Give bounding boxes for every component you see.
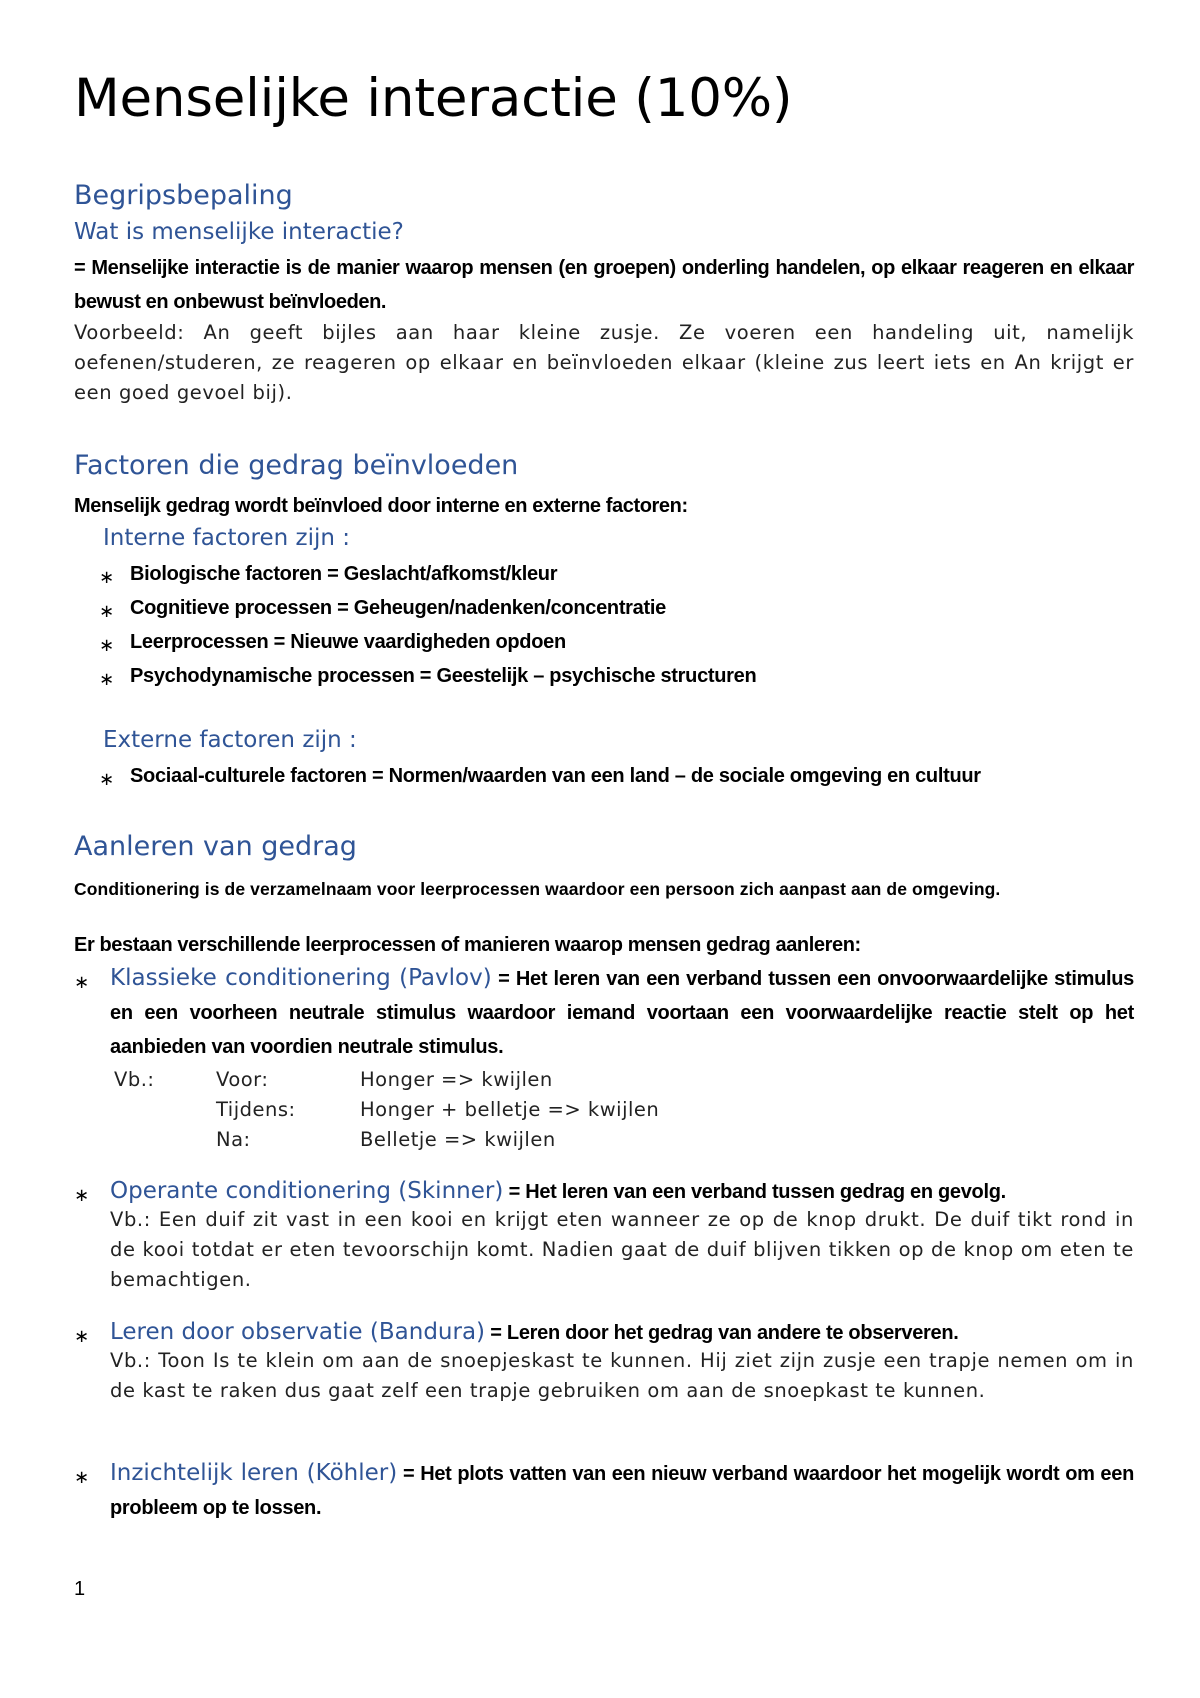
bullet-icon: ∗ <box>74 972 90 993</box>
subheading-interne: Interne factoren zijn : <box>103 525 351 551</box>
item-name: Operante conditionering (Skinner) <box>110 1178 504 1204</box>
example-value: Honger + belletje => kwijlen <box>360 1098 660 1121</box>
list-item: Cognitieve processen = Geheugen/nadenken/concentratie <box>130 597 666 619</box>
bullet-icon: ∗ <box>99 567 115 588</box>
bullet-icon: ∗ <box>74 1326 90 1347</box>
example-phase: Tijdens: <box>216 1098 296 1121</box>
list-item: Leerprocessen = Nieuwe vaardigheden opdoen <box>130 631 566 653</box>
example-value: Honger => kwijlen <box>360 1068 553 1091</box>
subheading-externe: Externe factoren zijn : <box>103 727 357 753</box>
example-label: Vb.: <box>114 1068 155 1091</box>
pavlov-example <box>114 1065 659 1155</box>
item-name: Inzichtelijk leren (Köhler) <box>110 1460 398 1486</box>
list-item: Sociaal-culturele factoren = Normen/waarden van een land – de sociale omgeving en cultuur <box>130 765 981 787</box>
bullet-icon: ∗ <box>74 1185 90 1206</box>
list-item-bandura <box>110 1315 1134 1350</box>
subheading-wat-is: Wat is menselijke interactie? <box>74 219 404 245</box>
bullet-icon: ∗ <box>99 635 115 656</box>
item-text: = Het leren van een verband tussen gedrag en gevolg. <box>503 1181 1006 1203</box>
list-item-pavlov <box>110 961 1134 1064</box>
bullet-icon: ∗ <box>99 601 115 622</box>
item-name: Leren door observatie (Bandura) <box>110 1319 486 1345</box>
bandura-example: Vb.: Toon Is te klein om aan de snoepjeskast te kunnen. Hij ziet zijn zusje een trapje nemen om in de kast te raken dus gaat zelf een trapje gebruiken om aan de snoepkast te kunnen. <box>110 1349 1134 1402</box>
example-phase: Na: <box>216 1128 251 1151</box>
page-number: 1 <box>74 1578 86 1600</box>
list-item: Psychodynamische processen = Geestelijk – psychische structuren <box>130 665 757 687</box>
list-item-kohler <box>110 1456 1134 1525</box>
example-value: Belletje => kwijlen <box>360 1128 556 1151</box>
bullet-icon: ∗ <box>99 769 115 790</box>
factoren-intro: Menselijk gedrag wordt beïnvloed door interne en externe factoren: <box>74 495 688 517</box>
example-phase: Voor: <box>216 1068 269 1091</box>
item-text: = Het plots vatten van een nieuw verband waardoor het mogelijk wordt om een probleem op te lossen. <box>110 1463 1134 1519</box>
item-text: = Leren door het gedrag van andere te observeren. <box>485 1322 959 1344</box>
page-title: Menselijke interactie (10%) <box>74 68 793 129</box>
list-item-skinner <box>110 1174 1134 1209</box>
heading-aanleren: Aanleren van gedrag <box>74 831 357 862</box>
heading-factoren: Factoren die gedrag beïnvloeden <box>74 450 519 481</box>
item-text: = Het leren van een verband tussen een onvoorwaardelijke stimulus en een voorheen neutrale stimulus waardoor iemand voortaan een voorwaardelijke reactie stelt op het aanbieden van voordien neutrale stimulus. <box>110 968 1134 1058</box>
heading-begripsbepaling: Begripsbepaling <box>74 180 293 211</box>
bullet-icon: ∗ <box>74 1467 90 1488</box>
skinner-example: Vb.: Een duif zit vast in een kooi en krijgt eten wanneer ze op de knop drukt. De duif tikt rond in de kooi totdat er eten tevoorschijn komt. Nadien gaat de duif blijven tikken op de knop om eten te bemachtigen. <box>110 1208 1134 1291</box>
aanleren-lead: Er bestaan verschillende leerprocessen of manieren waarop mensen gedrag aanleren: <box>74 934 861 956</box>
aanleren-intro: Conditionering is de verzamelnaam voor leerprocessen waardoor een persoon zich aanpast aan de omgeving. <box>74 879 1001 899</box>
bullet-icon: ∗ <box>99 669 115 690</box>
item-name: Klassieke conditionering (Pavlov) <box>110 965 492 991</box>
list-item: Biologische factoren = Geslacht/afkomst/kleur <box>130 563 558 585</box>
definition-text: = Menselijke interactie is de manier waarop mensen (en groepen) onderling handelen, op elkaar reageren en elkaar bewust en onbewust beïnvloeden. <box>74 257 1134 313</box>
example-text: Voorbeeld: An geeft bijles aan haar kleine zusje. Ze voeren een handeling uit, namelijk oefenen/studeren, ze reageren op elkaar en beïnvloeden elkaar (kleine zus leert iets en An krijgt er een goed gevoel bij). <box>74 321 1134 404</box>
